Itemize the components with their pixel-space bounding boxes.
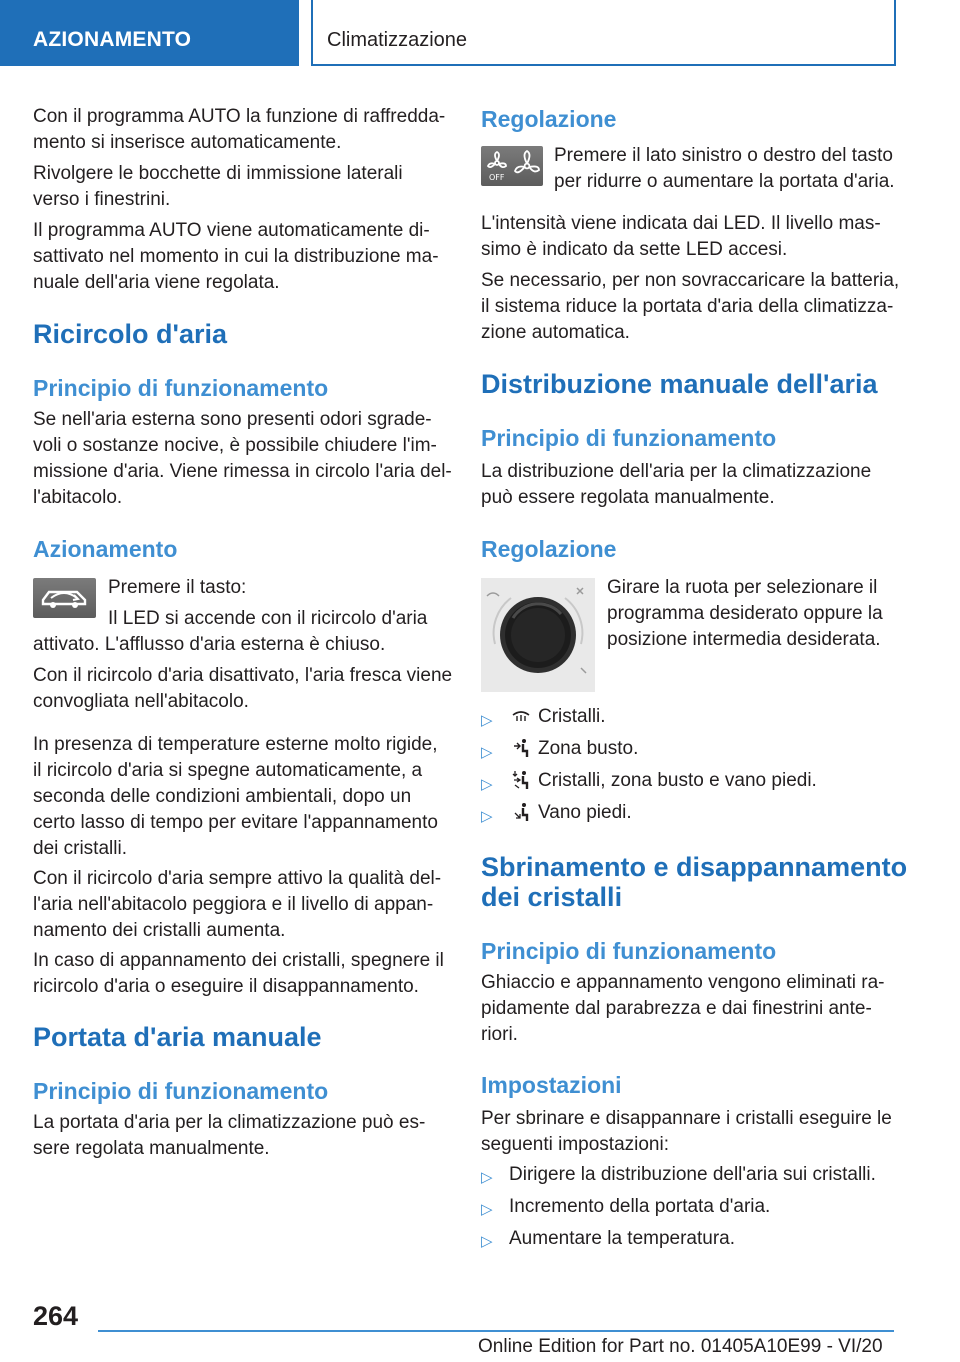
footer-divider — [98, 1330, 894, 1332]
heading-principio: Principio di funzionamento — [33, 375, 329, 401]
page-header — [0, 0, 960, 66]
svg-text:OFF: OFF — [489, 173, 505, 182]
paragraph-line: missione d'aria. Viene rimessa in circolo l'aria del- — [33, 461, 452, 482]
paragraph-line: namento dei cristalli aumenta. — [33, 920, 286, 941]
heading-impostazioni: Impostazioni — [481, 1072, 622, 1098]
paragraph-line: dei cristalli. — [33, 838, 127, 859]
paragraph-line: può essere regolata manualmente. — [481, 487, 775, 508]
heading-ricircolo: Ricircolo d'aria — [33, 319, 227, 349]
paragraph-line: voli o sostanze nocive, è possibile chiudere l'im- — [33, 435, 437, 456]
edition-text: Online Edition for Part no. 01405A10E99 - VI/20 — [478, 1336, 883, 1357]
bullet-marker: ▷ — [481, 776, 493, 793]
paragraph-line: verso i finestrini. — [33, 189, 171, 210]
paragraph-line: Con il ricircolo d'aria sempre attivo la qualità del- — [33, 868, 442, 889]
heading-portata: Portata d'aria manuale — [33, 1022, 322, 1052]
upper-body-vent-icon — [511, 738, 531, 758]
heading-principio: Principio di funzionamento — [481, 425, 777, 451]
paragraph-line: La portata d'aria per la climatizzazione può es- — [33, 1112, 426, 1133]
list-item: Vano piedi. — [538, 802, 632, 823]
paragraph-line: sattivato nel momento in cui la distribuzione ma- — [33, 246, 439, 267]
list-item: Cristalli. — [538, 706, 606, 727]
paragraph-line: attivato. L'afflusso d'aria esterna è chiuso. — [33, 634, 386, 655]
paragraph-line: Con il programma AUTO la funzione di raffredda- — [33, 106, 446, 127]
paragraph-line: Se necessario, per non sovraccaricare la batteria, — [481, 270, 900, 291]
paragraph-line: sere regolata manualmente. — [33, 1138, 270, 1159]
paragraph-line: Rivolgere le bocchette di immissione laterali — [33, 163, 403, 184]
section-label: AZIONAMENTO — [33, 28, 192, 51]
paragraph-line: Premere il tasto: — [108, 577, 247, 598]
paragraph-line: simo è indicato da sette LED accesi. — [481, 239, 788, 260]
heading-principio: Principio di funzionamento — [481, 938, 777, 964]
paragraph-line: La distribuzione dell'aria per la climatizzazione — [481, 461, 872, 482]
bullet-marker: ▷ — [481, 1233, 493, 1250]
fan-button-icon — [481, 146, 543, 186]
heading-sbrinamento: dei cristalli — [481, 882, 623, 912]
windshield-body-footwell-icon — [511, 770, 531, 790]
paragraph-line: Girare la ruota per selezionare il — [607, 577, 878, 598]
heading-azionamento: Azionamento — [33, 536, 178, 562]
paragraph-line: l'aria nell'abitacolo peggiora e il livello di appan- — [33, 894, 434, 915]
list-item: Incremento della portata d'aria. — [509, 1196, 771, 1217]
paragraph-line: Il programma AUTO viene automaticamente di- — [33, 220, 430, 241]
paragraph-line: l'abitacolo. — [33, 487, 123, 508]
paragraph-line: L'intensità viene indicata dai LED. Il livello mas- — [481, 213, 881, 234]
heading-principio: Principio di funzionamento — [33, 1078, 329, 1104]
heading-regolazione: Regolazione — [481, 536, 617, 562]
paragraph-line: il sistema riduce la portata d'aria della climatizza- — [481, 296, 894, 317]
windshield-defrost-icon — [511, 706, 531, 726]
paragraph-line: In caso di appannamento dei cristalli, spegnere il — [33, 950, 444, 971]
paragraph-line: nuale dell'aria viene regolata. — [33, 272, 280, 293]
list-item: Cristalli, zona busto e vano piedi. — [538, 770, 817, 791]
paragraph-line: riori. — [481, 1024, 518, 1045]
paragraph-line: programma desiderato oppure la — [607, 603, 883, 624]
list-item: Aumentare la temperatura. — [509, 1228, 736, 1249]
paragraph-line: per ridurre o aumentare la portata d'aria. — [554, 171, 895, 192]
paragraph-line: zione automatica. — [481, 322, 630, 343]
paragraph-line: posizione intermedia desiderata. — [607, 629, 881, 650]
page-number: 264 — [33, 1301, 79, 1331]
paragraph-line: Il LED si accende con il ricircolo d'aria — [108, 608, 428, 629]
paragraph-line: Con il ricircolo d'aria disattivato, l'aria fresca viene — [33, 665, 453, 686]
section-tab — [0, 0, 299, 66]
bullet-marker: ▷ — [481, 1201, 493, 1218]
heading-distribuzione: Distribuzione manuale dell'aria — [481, 369, 878, 399]
bullet-marker: ▷ — [481, 712, 493, 729]
bullet-marker: ▷ — [481, 1169, 493, 1186]
chapter-label: Climatizzazione — [327, 29, 468, 51]
paragraph-line: mento si inserisce automaticamente. — [33, 132, 342, 153]
paragraph-line: pidamente dal parabrezza e dai finestrini ante- — [481, 998, 872, 1019]
distribution-knob-image — [481, 578, 595, 692]
paragraph-line: seconda delle condizioni ambientali, dopo un — [33, 786, 412, 807]
footwell-vent-icon — [511, 802, 531, 822]
paragraph-line: ricircolo d'aria o eseguire il disappannamento. — [33, 976, 419, 997]
heading-regolazione: Regolazione — [481, 106, 617, 132]
list-item: Zona busto. — [538, 738, 639, 759]
paragraph-line: Se nell'aria esterna sono presenti odori sgrade- — [33, 409, 432, 430]
paragraph-line: In presenza di temperature esterne molto rigide, — [33, 734, 438, 755]
chapter-tab — [311, 0, 896, 66]
paragraph-line: convogliata nell'abitacolo. — [33, 691, 249, 712]
paragraph-line: seguenti impostazioni: — [481, 1134, 669, 1155]
list-item: Dirigere la distribuzione dell'aria sui cristalli. — [509, 1164, 876, 1185]
paragraph-line: Per sbrinare e disappannare i cristalli eseguire le — [481, 1108, 892, 1129]
paragraph-line: il ricircolo d'aria si spegne automaticamente, a — [33, 760, 423, 781]
recirculation-button-icon — [33, 578, 96, 618]
paragraph-line: Ghiaccio e appannamento vengono eliminati ra- — [481, 972, 885, 993]
bullet-marker: ▷ — [481, 744, 493, 761]
paragraph-line: Premere il lato sinistro o destro del tasto — [554, 145, 893, 166]
bullet-marker: ▷ — [481, 808, 493, 825]
heading-sbrinamento: Sbrinamento e disappannamento — [481, 852, 908, 882]
paragraph-line: certo lasso di tempo per evitare l'appannamento — [33, 812, 438, 833]
